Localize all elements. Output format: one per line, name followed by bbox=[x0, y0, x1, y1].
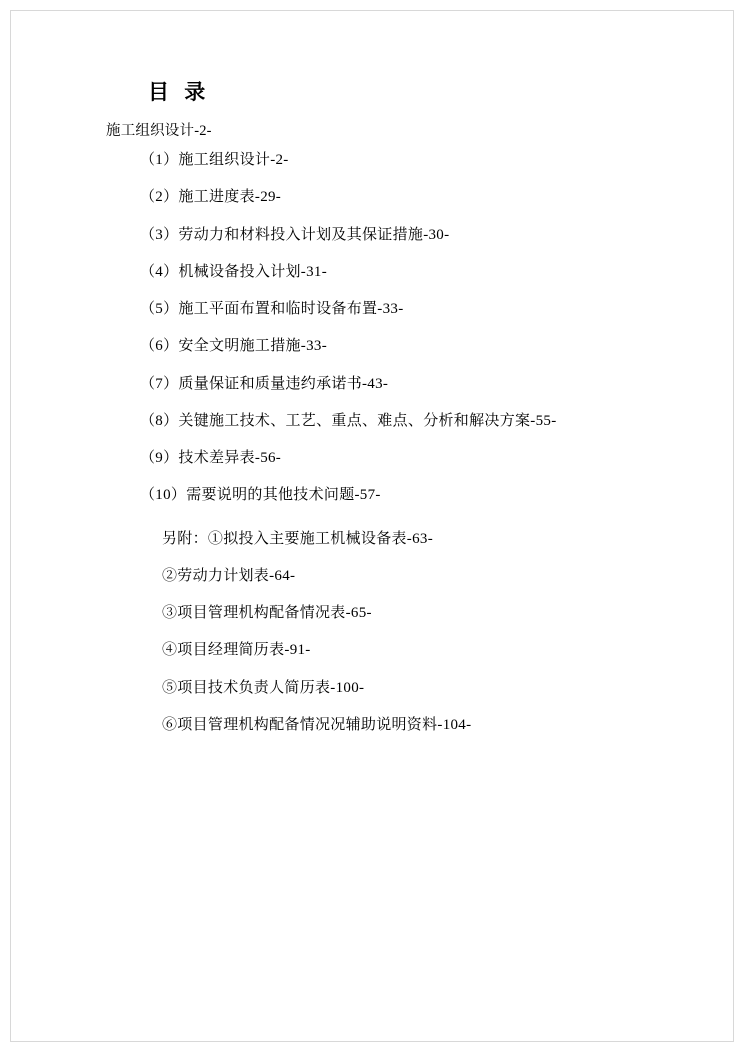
toc-attachment-2[interactable]: ②劳动力计划表-64- bbox=[162, 567, 296, 584]
toc-entry-9[interactable]: （9）技术差异表-56- bbox=[140, 450, 282, 467]
toc-entry-5[interactable]: （5）施工平面布置和临时设备布置-33- bbox=[140, 301, 404, 318]
toc-entry-1[interactable]: （1）施工组织设计-2- bbox=[140, 152, 289, 169]
toc-attachment-1[interactable]: 另附：①拟投入主要施工机械设备表-63- bbox=[162, 530, 433, 547]
toc-attachment-4[interactable]: ④项目经理简历表-91- bbox=[162, 642, 311, 659]
toc-attachment-3[interactable]: ③项目管理机构配备情况表-65- bbox=[162, 605, 372, 622]
toc-entry-6[interactable]: （6）安全文明施工措施-33- bbox=[140, 338, 327, 355]
toc-entry-4[interactable]: （4）机械设备投入计划-31- bbox=[140, 263, 327, 280]
toc-entry-2[interactable]: （2）施工进度表-29- bbox=[140, 189, 282, 206]
toc-entry-8[interactable]: （8）关键施工技术、工艺、重点、难点、分析和解决方案-55- bbox=[140, 412, 557, 429]
toc-root-entry: 施工组织设计-2- bbox=[106, 123, 212, 140]
toc-attachment-6[interactable]: ⑥项目管理机构配备情况况辅助说明资料-104- bbox=[162, 716, 472, 733]
toc-entry-3[interactable]: （3）劳动力和材料投入计划及其保证措施-30- bbox=[140, 226, 450, 243]
page-title: 目 录 bbox=[148, 80, 211, 104]
toc-attachment-5[interactable]: ⑤项目技术负责人简历表-100- bbox=[162, 679, 365, 696]
toc-entry-7[interactable]: （7）质量保证和质量违约承诺书-43- bbox=[140, 375, 389, 392]
toc-entry-10[interactable]: （10）需要说明的其他技术问题-57- bbox=[140, 487, 381, 504]
